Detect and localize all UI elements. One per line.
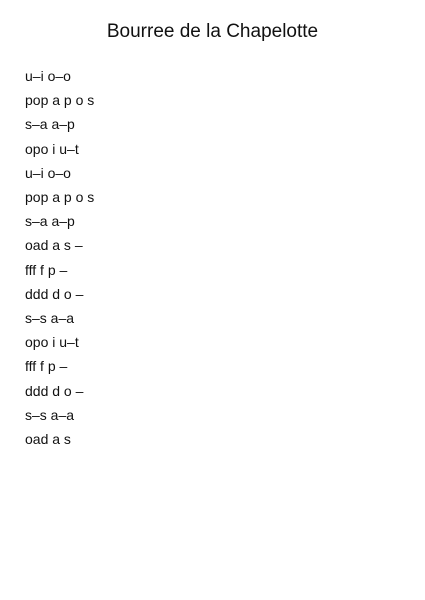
notation-line: fff f p – [25, 358, 68, 375]
notation-line: s–a a–p [25, 116, 75, 133]
notation-line: opo i u–t [25, 140, 79, 157]
notation-line: s–s a–a [25, 406, 75, 423]
notation-line: ddd d o – [25, 285, 84, 302]
notation-line: ddd d o – [25, 382, 84, 399]
document-title: Bourree de la Chapelotte [106, 21, 319, 42]
notation-line: opo i u–t [25, 334, 79, 351]
notation-line: oad a s – [25, 237, 83, 254]
notation-line: fff f p – [25, 261, 68, 278]
notation-line: pop a p o s [25, 92, 95, 109]
notation-line: s–a a–p [25, 213, 75, 230]
notation-line: u–i o–o [25, 68, 71, 84]
notation-line: pop a p o s [25, 189, 95, 206]
notation-line: oad a s [25, 431, 71, 448]
notation-lines [25, 64, 94, 451]
notation-line: u–i o–o [25, 164, 71, 181]
notation-line: s–s a–a [25, 310, 75, 327]
